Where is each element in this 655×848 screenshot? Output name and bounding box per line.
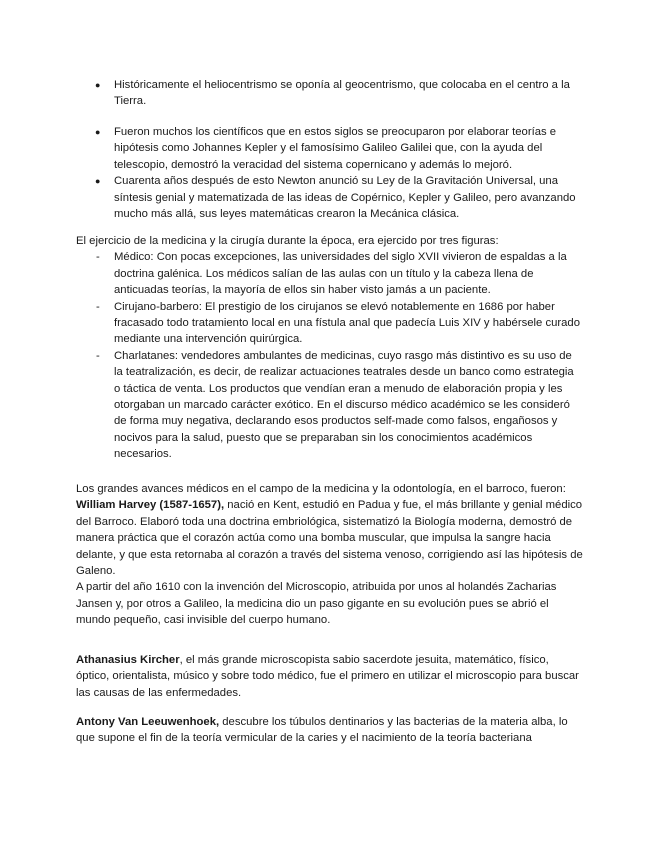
figure-item-cirujano: - Cirujano-barbero: El prestigio de los cirujanos se elevó notablemente en 1686 por haber fracasado todo tratamiento local en una fístula anal que padecía Luis XIV y habérsele curado mediante una intervención quirúrgica. xyxy=(76,299,583,348)
advances-intro: Los grandes avances médicos en el campo de la medicina y la odontología, en el barroco, fueron: xyxy=(76,483,566,495)
bullet-item: ● Fueron muchos los científicos que en estos siglos se preocuparon por elaborar teorías e hipótesis como Johannes Kepler y el famosísimo Galileo Galilei que, con la ayuda del telescopio, demostró la veracidad del sistema copernicano y además lo mejoró. xyxy=(76,124,583,173)
leeuwenhoek-paragraph xyxy=(76,714,583,747)
kircher-name: Athanasius Kircher xyxy=(76,654,180,666)
kircher-paragraph xyxy=(76,652,583,701)
advances-section xyxy=(76,481,583,629)
figure-item-charlatanes: - Charlatanes: vendedores ambulantes de medicinas, cuyo rasgo más distintivo es su uso de la teatralización, es decir, de realizar actuaciones teatrales desde un banco como estrategia o táctica de venta. Los productos que vendían eran a menudo de elaboración propia y les otorgaban un marcado carácter exótico. En el discurso médico académico se les consideró de forma muy negativa, declarando esos productos self-made como falsos, engañosos y nocivos para la salud, puesto que se preparaban sin los conocimientos académicos necesarios. xyxy=(76,348,583,463)
harvey-text: nació en Kent, estudió en Padua y fue, el más brillante y genial médico del Barroco. Elaboró toda una doctrina embriológica, sistematizó la Biología moderna, demostró de manera práctica que el corazón actúa como una bomba muscular, que impulsa la sangre hacia delante, y que esta retornaba al corazón a través del sistema venoso, corrigiendo así las hipótesis de Galeno. xyxy=(76,499,583,578)
figures-section xyxy=(76,233,583,463)
bullet-item: ● Cuarenta años después de esto Newton anunció su Ley de la Gravitación Universal, una síntesis genial y matematizada de las ideas de Copérnico, Kepler y Galileo, pero avanzando mucho más allá, sus leyes matemáticas crearon la Mecánica clásica. xyxy=(76,173,583,222)
figures-list xyxy=(76,249,583,462)
leeuwenhoek-section xyxy=(76,714,583,747)
leeuwenhoek-text: descubre los túbulos dentinarios y las bacterias de la materia alba, lo que supone el fin de la teoría vermicular de la caries y el nacimiento de la teoría bacteriana xyxy=(76,716,568,745)
figures-intro: El ejercicio de la medicina y la cirugía durante la época, era ejercido por tres figuras: xyxy=(76,235,499,247)
bullet-item: ● Históricamente el heliocentrismo se oponía al geocentrismo, que colocaba en el centro a la Tierra. xyxy=(76,77,583,110)
bullet-list-heliocentrism xyxy=(76,77,583,110)
figure-item-medico: - Médico: Con pocas excepciones, las universidades del siglo XVII vivieron de espaldas a la doctrina galénica. Los médicos salían de las aulas con un título y la cabeza llena de anticuadas teorías, la mayoría de ellos sin haber visto jamás a un paciente. xyxy=(76,249,583,298)
kircher-text: , el más grande microscopista sabio sacerdote jesuita, matemático, físico, óptico, orientalista, músico y sobre todo médico, fue el primero en utilizar el microscopio para buscar las causas de las enfermedades. xyxy=(76,654,579,699)
bullet-list-scientists xyxy=(76,124,583,222)
kircher-section xyxy=(76,652,583,701)
leeuwenhoek-name: Antony Van Leeuwenhoek, xyxy=(76,716,220,728)
harvey-paragraph xyxy=(76,497,583,579)
microscope-paragraph: A partir del año 1610 con la invención del Microscopio, atribuida por unos al holandés Zacharias Jansen y, por otros a Galileo, la medicina dio un paso gigante en su evolución pues se abrió el mundo pequeño, casi invisible del cuerpo humano. xyxy=(76,581,557,627)
harvey-name: William Harvey (1587-1657), xyxy=(76,499,225,512)
